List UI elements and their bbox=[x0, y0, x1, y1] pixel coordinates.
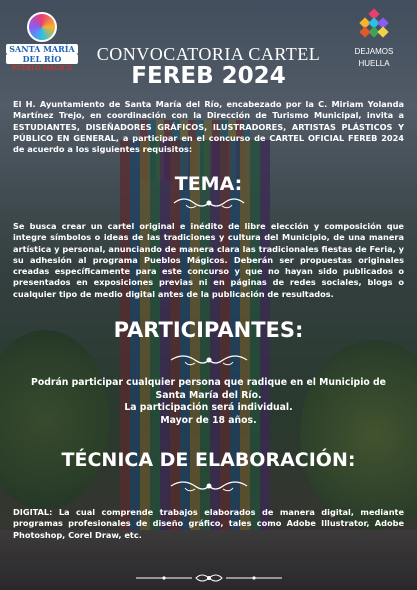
tema-paragraph: Se busca crear un cartel original e inédito de libre elección y composición que integre símbolos o ideas de las tradiciones y cultura del Municipio, de una manera artística y personal, anunciando de manera clara las tradicionales fiestas de Feria, y su adhesión al programa Pueblos Mágicos. Deberán ser propuestas originales creadas específicamente para este concurso y que no hayan sido publicados o presentados en exposiciones previas ni en páginas de redes sociales, blogs o cualquier tipo de medio digital antes de la publicación de resultados. bbox=[13, 221, 404, 299]
tema-heading: TEMA: bbox=[174, 173, 243, 195]
title-line2: FEREB 2024 bbox=[131, 63, 286, 89]
tecnica-heading: TÉCNICA DE ELABORACIÓN: bbox=[61, 449, 356, 471]
participantes-list bbox=[10, 377, 407, 427]
logo-line1: SANTA MARÍA bbox=[6, 44, 78, 54]
logo-right-line2: HUELLA bbox=[358, 59, 390, 68]
participantes-line: Santa María del Río. bbox=[155, 389, 262, 401]
tecnica-paragraph: DIGITAL: La cual comprende trabajos elaborados de manera digital, mediante programas profesionales de diseño gráfico, tales como Adobe Illustrator, Adobe Photoshop, Corel Draw, etc. bbox=[13, 507, 404, 540]
ornament-divider-icon bbox=[169, 477, 249, 495]
participantes-heading: PARTICIPANTES: bbox=[113, 318, 304, 342]
swirl-icon bbox=[27, 12, 57, 42]
diamond-mosaic-icon bbox=[357, 10, 391, 44]
intro-paragraph: El H. Ayuntamiento de Santa María del Río, encabezado por la C. Miriam Yolanda Martínez Trejo, en coordinación con la Dirección de Turismo Municipal, invita a ESTUDIANTES, DISEÑADORES GRÁFICOS, ILUSTRADORES, ARTISTAS PLÁSTICOS Y PÚBLICO EN GENERAL, a participar en el concurso de CARTEL OFICIAL FEREB 2024 de acuerdo a los siguientes requisitos: bbox=[13, 99, 404, 155]
ornament-divider-icon bbox=[172, 194, 246, 212]
logo-right-line1: DEJAMOS bbox=[354, 47, 394, 56]
participantes-line: Mayor de 18 años. bbox=[160, 414, 257, 426]
logo-line3: PUEBLO MÁGICO bbox=[11, 65, 73, 72]
participantes-line: La participación será individual. bbox=[124, 402, 293, 413]
ornament-divider-icon bbox=[169, 351, 249, 369]
logo-line2: DEL RÍO bbox=[6, 54, 78, 64]
bottom-ornament-icon bbox=[134, 572, 284, 584]
participantes-line: Podrán participar cualquier persona que radique en el Municipio de bbox=[31, 377, 386, 388]
title-line1: CONVOCATORIA CARTEL bbox=[96, 44, 321, 64]
